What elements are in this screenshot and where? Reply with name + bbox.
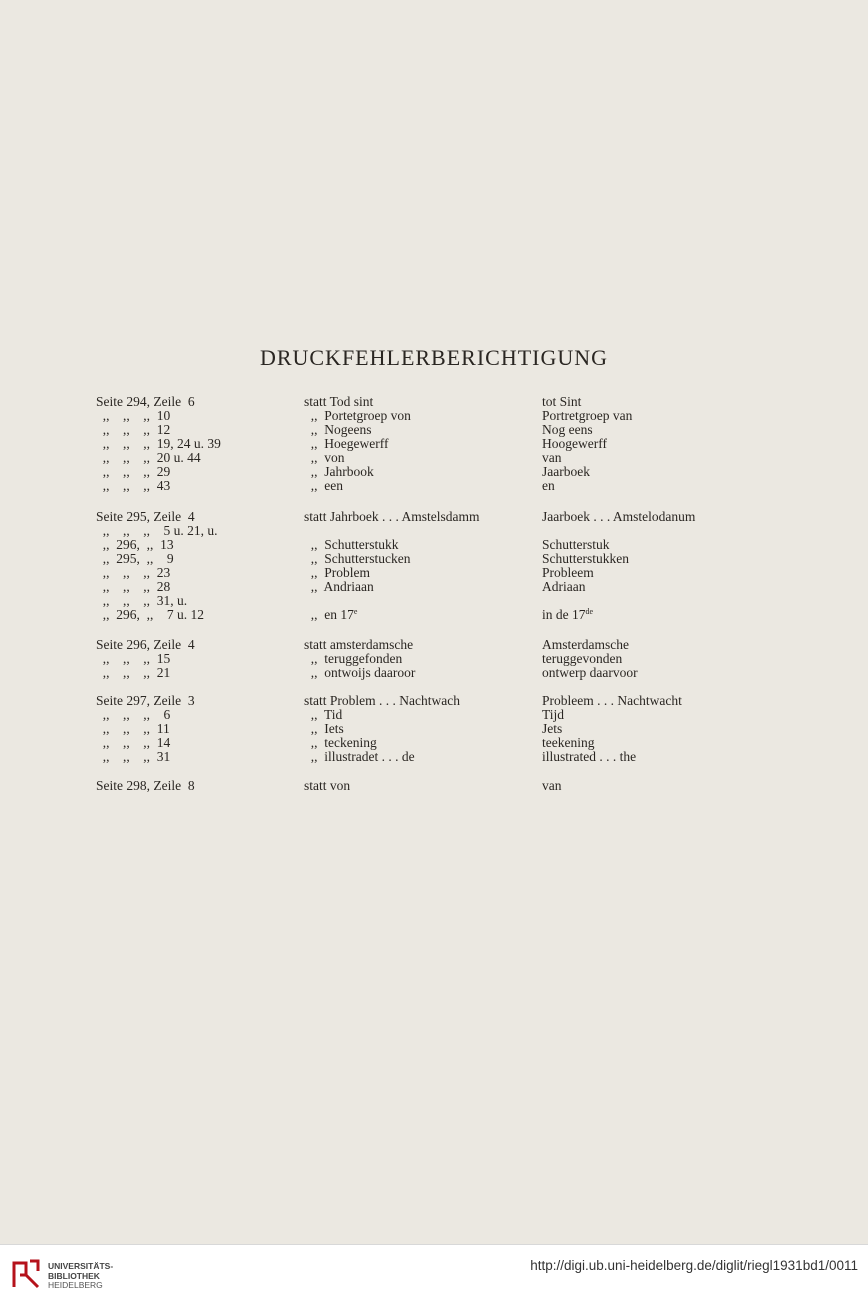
wrong-text-cell: ,, ontwoijs daaroor	[304, 665, 416, 680]
erratum-row	[0, 465, 868, 479]
erratum-row	[0, 594, 868, 608]
location-cell: ,, ,, ,, 20 u. 44	[96, 450, 201, 465]
library-name-line: HEIDELBERG	[48, 1280, 103, 1290]
wrong-text-cell: ,, Tid	[304, 707, 343, 722]
location-cell: ,, ,, ,, 10	[96, 408, 171, 423]
erratum-row	[0, 395, 868, 409]
location-cell: ,, ,, ,, 5 u. 21, u.	[96, 523, 218, 538]
erratum-row	[0, 652, 868, 666]
wrong-text-cell: ,, Portetgroep von	[304, 408, 411, 423]
wrong-text-cell	[304, 608, 357, 622]
wrong-text-cell: ,, illustradet . . . de	[304, 749, 415, 764]
wrong-text-cell: statt Problem . . . Nachtwach	[304, 693, 460, 708]
correct-text-cell: Nog eens	[542, 422, 593, 437]
correct-text-cell: Probleem	[542, 565, 594, 580]
wrong-text-cell: ,, Jahrbook	[304, 464, 374, 479]
wrong-text-cell: ,, een	[304, 478, 343, 493]
erratum-row	[0, 423, 868, 437]
erratum-row	[0, 708, 868, 722]
location-cell: ,, ,, ,, 29	[96, 464, 171, 479]
erratum-row	[0, 538, 868, 552]
correct-text-cell: teekening	[542, 735, 595, 750]
erratum-row	[0, 638, 868, 652]
correct-text-cell: ontwerp daarvoor	[542, 665, 638, 680]
correct-text-cell: Jaarboek . . . Amstelodanum	[542, 509, 696, 524]
correct-text-cell: van	[542, 450, 562, 465]
wrong-text-cell: ,, teruggefonden	[304, 651, 403, 666]
erratum-row	[0, 524, 868, 538]
wrong-text-cell: ,, von	[304, 450, 345, 465]
erratum-row	[0, 694, 868, 708]
erratum-row	[0, 510, 868, 524]
location-cell: Seite 296, Zeile 4	[96, 637, 195, 652]
wrong-text: ,, en 17	[304, 607, 354, 622]
library-name-line: UNIVERSITÄTS-	[48, 1261, 114, 1271]
location-cell: ,, ,, ,, 14	[96, 735, 171, 750]
erratum-row	[0, 608, 868, 622]
erratum-row	[0, 409, 868, 423]
erratum-row	[0, 437, 868, 451]
erratum-row	[0, 552, 868, 566]
location-cell: ,, ,, ,, 19, 24 u. 39	[96, 436, 221, 451]
wrong-text-cell: ,, Hoegewerff	[304, 436, 389, 451]
library-name	[48, 1262, 113, 1291]
erratum-row	[0, 566, 868, 580]
location-cell: ,, ,, ,, 21	[96, 665, 171, 680]
erratum-row	[0, 451, 868, 465]
wrong-text-cell: statt amsterdamsche	[304, 637, 414, 652]
erratum-row	[0, 479, 868, 493]
wrong-text-cell: statt Jahrboek . . . Amstelsdamm	[304, 509, 480, 524]
wrong-text-cell: statt von	[304, 778, 351, 793]
location-cell: ,, ,, ,, 31	[96, 749, 171, 764]
location-cell: ,, ,, ,, 11	[96, 721, 170, 736]
correct-text-cell: Amsterdamsche	[542, 637, 629, 652]
superscript: e	[353, 607, 358, 616]
wrong-text-cell: ,, Schutterstucken	[304, 551, 411, 566]
correct-text-cell: Jets	[542, 721, 563, 736]
university-library-logo-icon[interactable]	[10, 1257, 42, 1289]
erratum-row	[0, 779, 868, 793]
location-cell: ,, ,, ,, 6	[96, 707, 171, 722]
correct-text-cell: Hoogewerff	[542, 436, 607, 451]
location-cell: ,, ,, ,, 15	[96, 651, 171, 666]
correct-text-cell	[542, 608, 593, 622]
location-cell: Seite 295, Zeile 4	[96, 509, 195, 524]
correct-text-cell: en	[542, 478, 555, 493]
location-cell: ,, ,, ,, 23	[96, 565, 171, 580]
superscript: de	[585, 607, 594, 616]
correct-text-cell: Schutterstukken	[542, 551, 629, 566]
location-cell: ,, ,, ,, 28	[96, 579, 171, 594]
permalink-url[interactable]: http://digi.ub.uni-heidelberg.de/diglit/riegl1931bd1/0011	[530, 1258, 858, 1273]
erratum-row	[0, 722, 868, 736]
location-cell: ,, ,, ,, 12	[96, 422, 171, 437]
wrong-text-cell: ,, Schutterstukk	[304, 537, 399, 552]
correct-text-cell: Tijd	[542, 707, 565, 722]
viewer-footer	[0, 1244, 868, 1306]
correct-text-cell: teruggevonden	[542, 651, 623, 666]
correct-text-cell: Jaarboek	[542, 464, 590, 479]
location-cell: ,, ,, ,, 43	[96, 478, 171, 493]
correct-text-cell: Schutterstuk	[542, 537, 610, 552]
wrong-text-cell: ,, teckening	[304, 735, 377, 750]
correct-text-cell: van	[542, 778, 562, 793]
erratum-row	[0, 580, 868, 594]
correct-text-cell: Portretgroep van	[542, 408, 633, 423]
wrong-text-cell: ,, Iets	[304, 721, 344, 736]
location-cell: ,, 296, ,, 7 u. 12	[96, 607, 204, 622]
location-cell: ,, 296, ,, 13	[96, 537, 174, 552]
correct-text-cell: Probleem . . . Nachtwacht	[542, 693, 682, 708]
erratum-row	[0, 736, 868, 750]
location-cell: Seite 297, Zeile 3	[96, 693, 195, 708]
correct-text-cell: tot Sint	[542, 394, 582, 409]
correct-text-cell: Adriaan	[542, 579, 586, 594]
wrong-text-cell: ,, Andriaan	[304, 579, 374, 594]
erratum-row	[0, 666, 868, 680]
location-cell: ,, ,, ,, 31, u.	[96, 593, 188, 608]
correct-text-cell: illustrated . . . the	[542, 749, 637, 764]
location-cell: ,, 295, ,, 9	[96, 551, 174, 566]
location-cell: Seite 294, Zeile 6	[96, 394, 195, 409]
wrong-text-cell: ,, Problem	[304, 565, 370, 580]
page-title: DRUCKFEHLERBERICHTIGUNG	[259, 345, 609, 370]
library-name-line: BIBLIOTHEK	[48, 1270, 100, 1281]
erratum-row	[0, 750, 868, 764]
location-cell: Seite 298, Zeile 8	[96, 778, 195, 793]
correct-text: in de 17	[542, 607, 586, 622]
wrong-text-cell: ,, Nogeens	[304, 422, 372, 437]
wrong-text-cell: statt Tod sint	[304, 394, 374, 409]
